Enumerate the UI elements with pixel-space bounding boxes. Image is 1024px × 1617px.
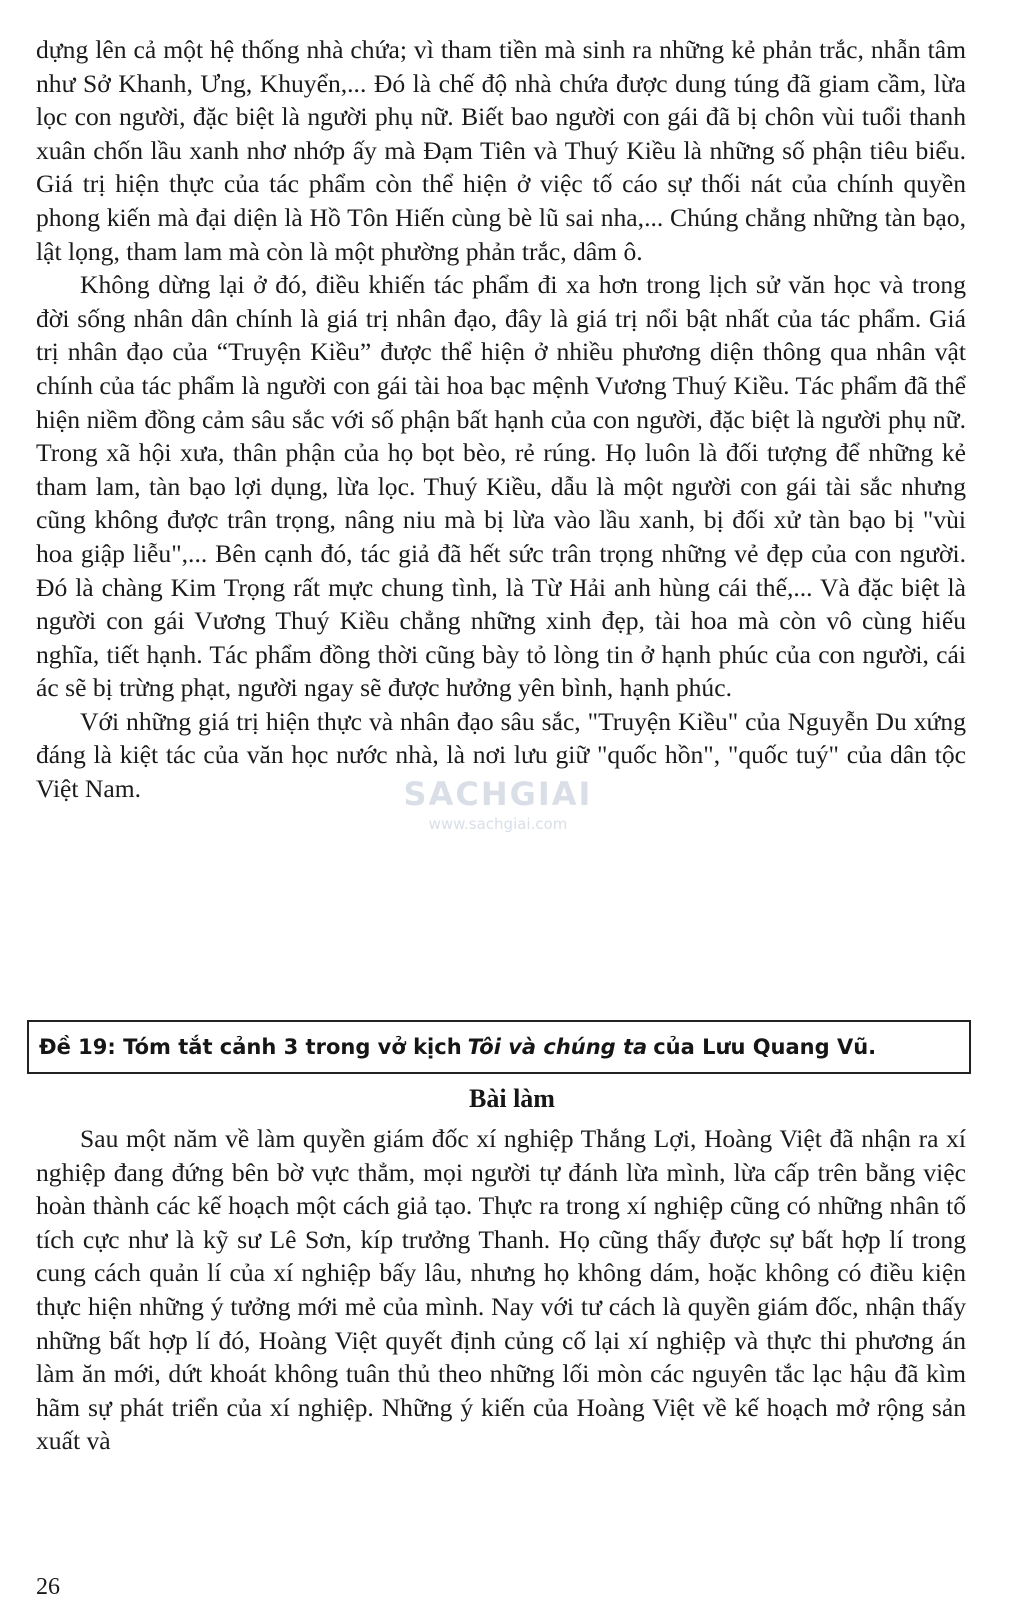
- question-work-title: Tôi và chúng ta: [467, 1035, 648, 1059]
- paragraph-conclusion: Với những giá trị hiện thực và nhân đạo sâu sắc, "Truyện Kiều" của Nguyễn Du xứng đáng là kiệt tác của văn học nước nhà, là nơi lưu giữ "quốc hồn", "quốc tuý" của dân tộc Việt Nam.: [36, 706, 966, 804]
- paragraph-humanitarian-value: Không dừng lại ở đó, điều khiến tác phẩm đi xa hơn trong lịch sử văn học và trong đời sống nhân dân chính là giá trị nhân đạo, đây là giá trị nổi bật nhất của tác phẩm. Giá trị nhân đạo của “Truyện Kiều” được thể hiện ở nhiều phương diện thông qua nhân vật chính của tác phẩm là người con gái tài hoa bạc mệnh Vương Thuý Kiều. Tác phẩm đã thể hiện niềm đồng cảm sâu sắc với số phận bất hạnh của con người, đặc biệt là người phụ nữ. Trong xã hội xưa, thân phận của họ bọt bèo, rẻ rúng. Họ luôn là đối tượng để những kẻ tham lam, tàn bạo lợi dụng, lừa lọc. Thuý Kiều, dẫu là một người con gái tài sắc nhưng cũng không được trân trọng, nâng niu mà bị lừa vào lầu xanh, bị đối xử tàn bạo bị "vùi hoa giập liễu",... Bên cạnh đó, tác giả đã hết sức trân trọng những vẻ đẹp của con người. Đó là chàng Kim Trọng rất mực chung tình, là Từ Hải anh hùng cái thế,... Và đặc biệt là người con gái Vương Thuý Kiều chẳng những xinh đẹp, tài hoa mà còn vô cùng hiếu nghĩa, tiết hạnh. Tác phẩm đồng thời cũng bày tỏ lòng tin ở hạnh phúc của con người, cái ác sẽ bị trừng phạt, người ngay sẽ được hưởng yên bình, hạnh phúc.: [36, 270, 966, 703]
- section-title: Bài làm: [469, 1084, 555, 1113]
- question-prefix: Đề 19: Tóm tắt cảnh 3 trong vở kịch: [39, 1035, 462, 1059]
- question-box: [27, 1020, 971, 1074]
- essay-body-top: [36, 33, 966, 806]
- watermark-url: www.sachgiai.com: [428, 815, 568, 833]
- essay-body-bottom: [36, 1122, 966, 1458]
- paragraph-realism-continued: dựng lên cả một hệ thống nhà chứa; vì tham tiền mà sinh ra những kẻ phản trắc, nhẫn tâm như Sở Khanh, Ưng, Khuyển,... Đó là chế độ nhà chứa được dung túng đã giam cầm, lừa lọc con người, đặc biệt là người phụ nữ. Biết bao người con gái đã bị chôn vùi tuổi thanh xuân chốn lầu xanh nhơ nhớp ấy mà Đạm Tiên và Thuý Kiều là những số phận tiêu biểu. Giá trị hiện thực của tác phẩm còn thể hiện ở việc tố cáo sự thối nát của chính quyền phong kiến mà đại diện là Hồ Tôn Hiến cùng bè lũ sai nha,... Chúng chẳng những tàn bạo, lật lọng, tham lam mà còn là một phường phản trắc, dâm ô.: [36, 35, 966, 266]
- question-suffix: của Lưu Quang Vũ.: [653, 1035, 877, 1059]
- paragraph-summary: Sau một năm về làm quyền giám đốc xí nghiệp Thắng Lợi, Hoàng Việt đã nhận ra xí nghiệp đang đứng bên bờ vực thẳm, mọi người tự đánh lừa mình, lừa cấp trên bằng việc hoàn thành các kế hoạch một cách giả tạo. Thực ra trong xí nghiệp cũng có những nhân tố tích cực như là kỹ sư Lê Sơn, kíp trưởng Thanh. Họ cũng thấy được sự bất hợp lí trong cung cách quản lí của xí nghiệp bấy lâu, nhưng họ không dám, hoặc không có điều kiện thực hiện những ý tưởng mới mẻ của mình. Nay với tư cách là quyền giám đốc, nhận thấy những bất hợp lí đó, Hoàng Việt quyết định củng cố lại xí nghiệp và thực thi phương án làm ăn mới, dứt khoát không tuân thủ theo những lối mòn các nguyên tắc lạc hậu đã kìm hãm sự phát triển của xí nghiệp. Những ý kiến của Hoàng Việt về kế hoạch mở rộng sản xuất và: [36, 1124, 966, 1456]
- watermark-name: SACHGIAI: [403, 775, 593, 813]
- page-number: 26: [36, 1574, 60, 1600]
